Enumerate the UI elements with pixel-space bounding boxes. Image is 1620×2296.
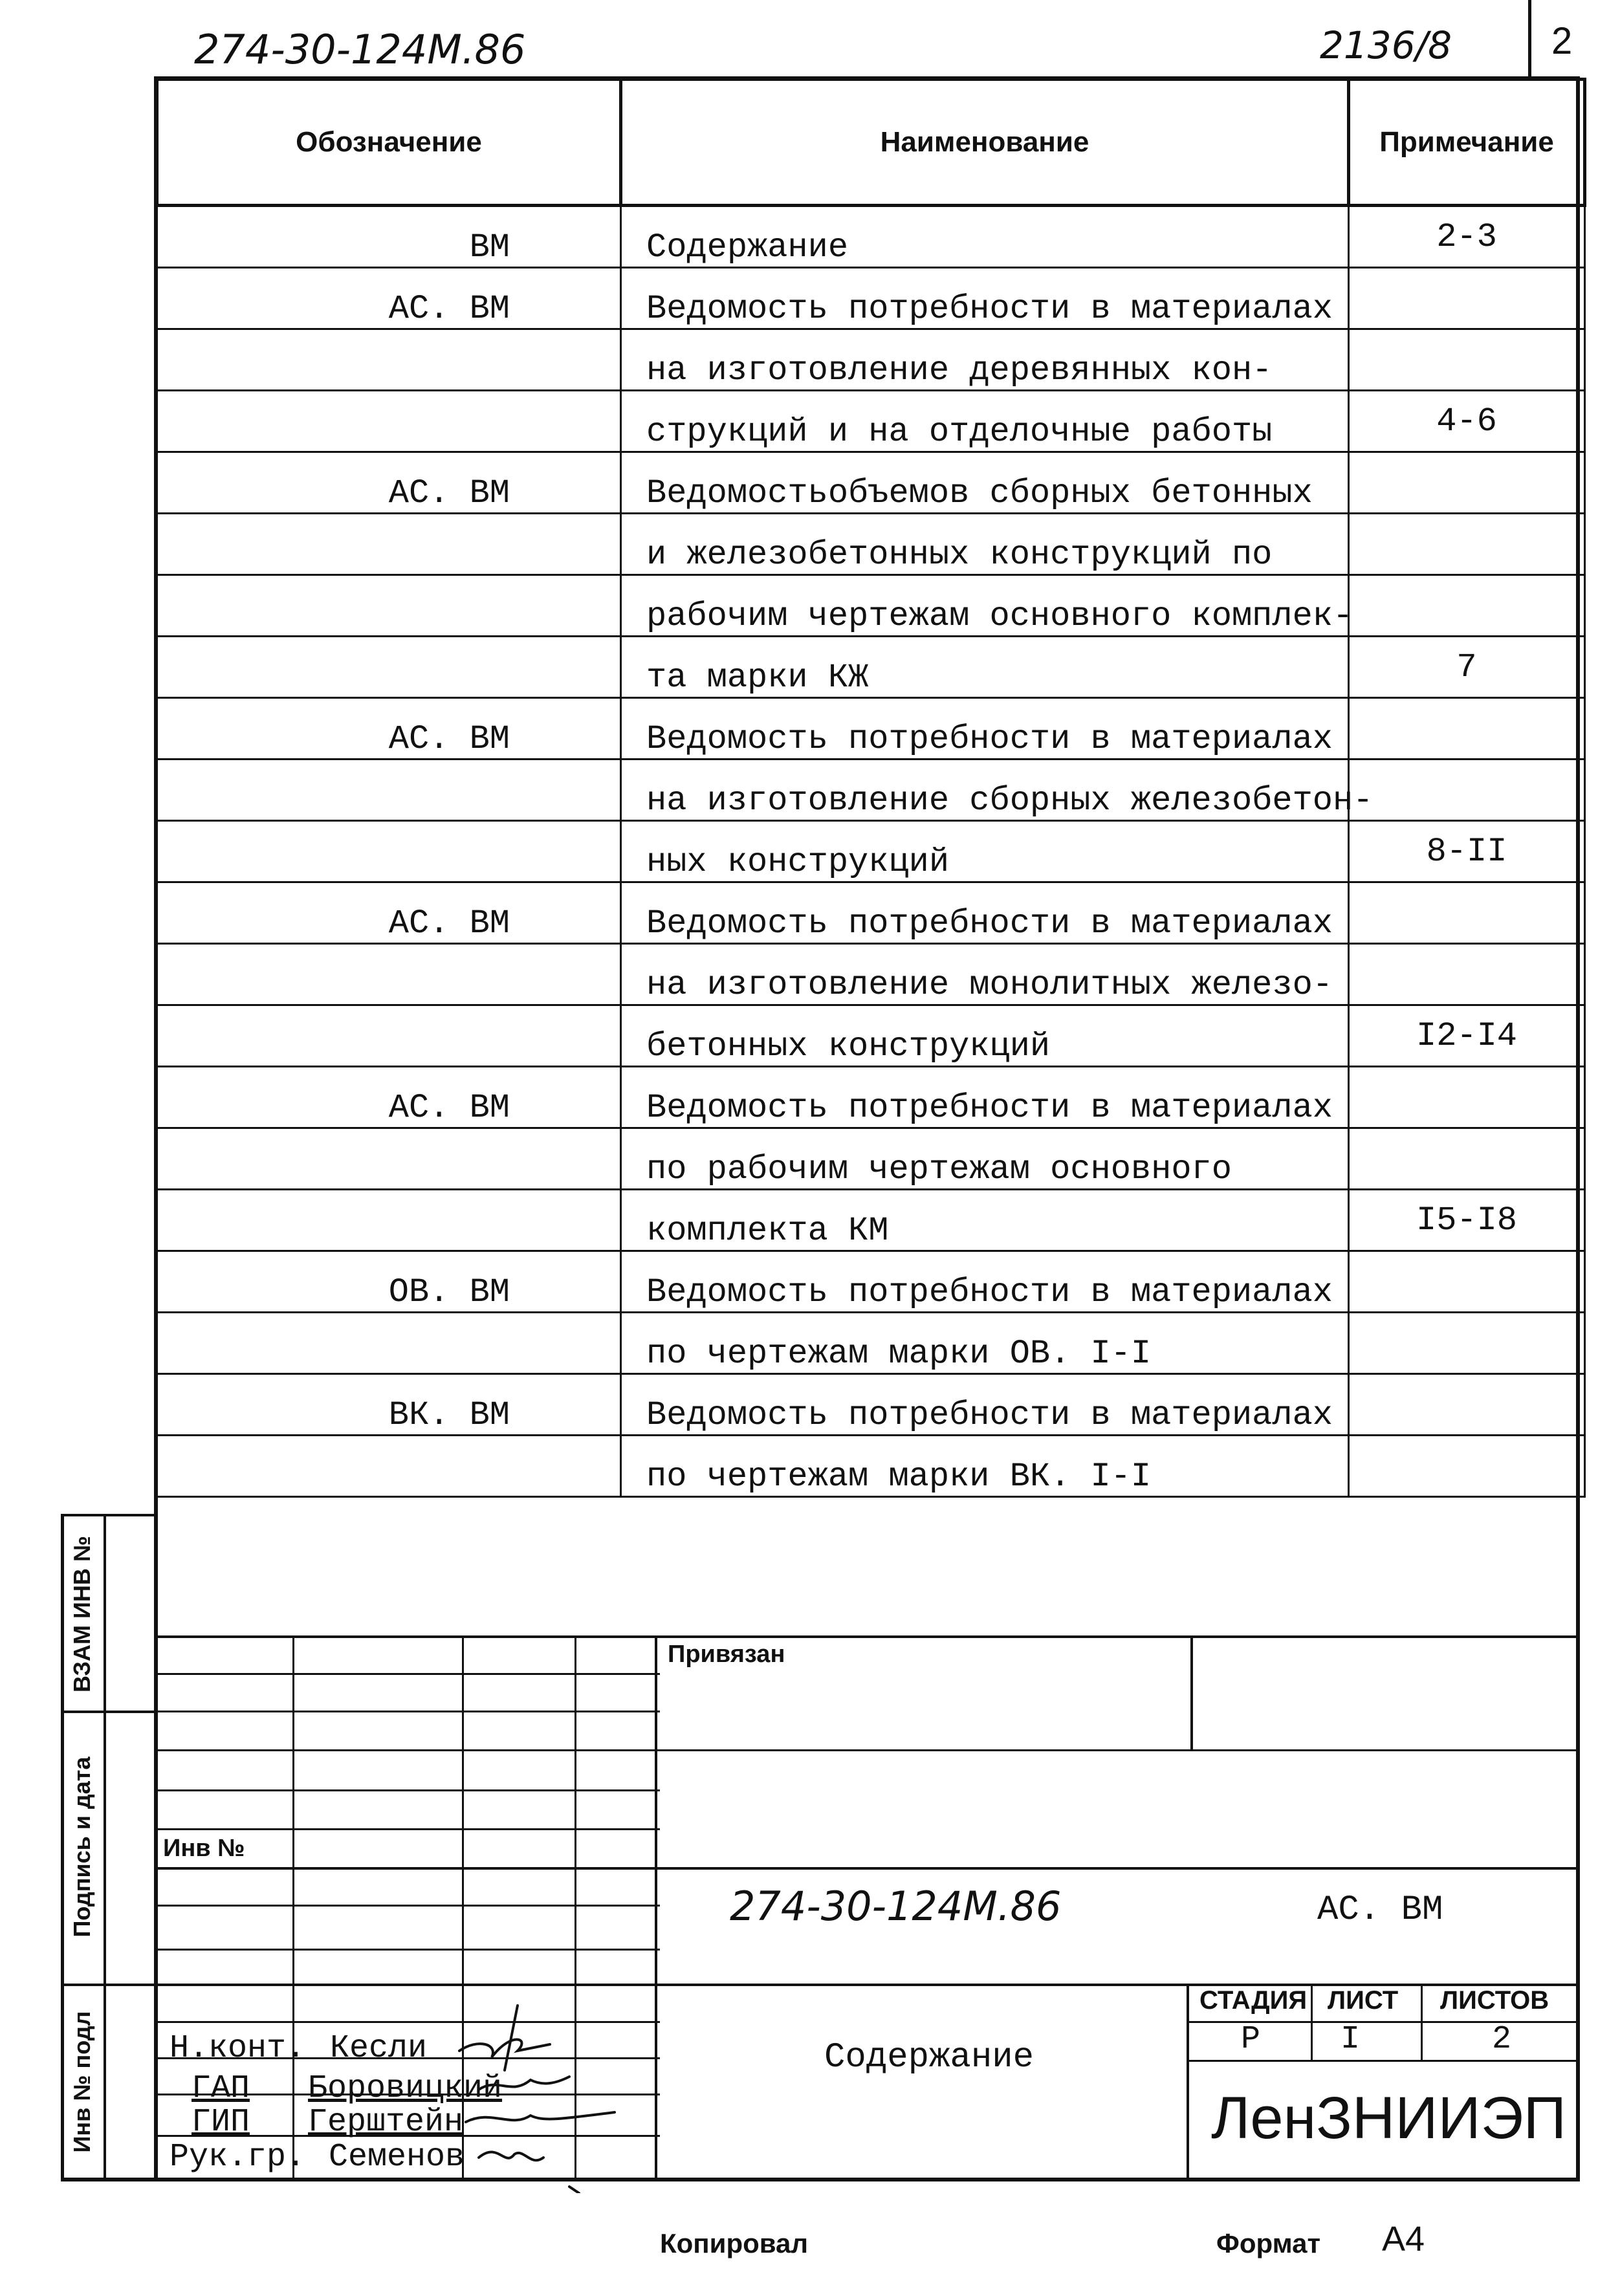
sig-name-gip: Герштейн	[308, 2104, 464, 2141]
stage-label: СТАДИЯ	[1199, 1986, 1308, 2015]
designation-cell	[157, 821, 621, 882]
header-page-number: 2	[1551, 20, 1573, 62]
header-album-number: 2136/8	[1320, 23, 1452, 67]
name-cell: Ведомость потребности в материалах	[621, 882, 1349, 944]
privyazan-label: Привязан	[668, 1641, 785, 1668]
sheets-value: 2	[1492, 2021, 1512, 2058]
note-cell: 2-3	[1349, 206, 1585, 268]
table-row	[157, 637, 1585, 698]
sig-role-nkont: Н.конт.	[170, 2030, 306, 2067]
sig-role-gap: ГАП	[192, 2070, 250, 2107]
name-cell: рабочим чертежам основного комплек-	[621, 575, 1349, 637]
tb-hline-7	[155, 1867, 1579, 1870]
note-cell	[1349, 1128, 1585, 1190]
table-row	[157, 1005, 1585, 1067]
note-cell: 4-6	[1349, 391, 1585, 452]
note-cell	[1349, 514, 1585, 575]
org-name: ЛенЗНИИЭП	[1211, 2085, 1566, 2151]
designation-cell: АС. ВМ	[157, 452, 621, 514]
designation-cell: ВМ	[157, 206, 621, 268]
name-cell: Ведомость потребности в материалах	[621, 1067, 1349, 1128]
tb-hline-9	[155, 1949, 660, 1951]
sheets-label: ЛИСТОВ	[1440, 1986, 1549, 2015]
stage-value: Р	[1241, 2021, 1261, 2058]
table-row	[157, 1067, 1585, 1128]
tb-vline-sheet	[1311, 1984, 1313, 2060]
tb-hline-2	[155, 1673, 660, 1675]
name-cell: Ведомость потребности в материалах	[621, 268, 1349, 329]
side-label-vzam-inv: ВЗАМ ИНВ №	[69, 1535, 95, 1693]
sig-role-rukgr: Рук.гр.	[170, 2139, 306, 2176]
header-name: Наименование	[621, 80, 1349, 206]
table-body	[157, 206, 1585, 1497]
designation-cell	[157, 637, 621, 698]
table-row	[157, 514, 1585, 575]
tb-vline-4	[655, 1635, 657, 2181]
table-row	[157, 329, 1585, 391]
table-row	[157, 452, 1585, 514]
tb-hline-6	[155, 1828, 660, 1830]
table-row	[157, 760, 1585, 821]
table-row	[157, 391, 1585, 452]
note-cell: 7	[1349, 637, 1585, 698]
note-cell	[1349, 944, 1585, 1005]
sheet-label: ЛИСТ	[1328, 1986, 1399, 2015]
name-cell: на изготовление монолитных железо-	[621, 944, 1349, 1005]
designation-cell	[157, 1005, 621, 1067]
designation-cell: АС. ВМ	[157, 882, 621, 944]
signature-scribbles	[453, 1999, 647, 2193]
note-cell	[1349, 760, 1585, 821]
designation-cell	[157, 391, 621, 452]
name-cell: на изготовление сборных железобетон-	[621, 760, 1349, 821]
sheet-title: Содержание	[824, 2038, 1034, 2077]
designation-cell	[157, 1190, 621, 1251]
note-cell	[1349, 1067, 1585, 1128]
name-cell: по чертежам марки ВК. I-I	[621, 1436, 1349, 1497]
designation-cell	[157, 514, 621, 575]
header-note: Примечание	[1349, 80, 1585, 206]
title-doc-mark: АС. ВМ	[1317, 1890, 1443, 1930]
sheet-value: I	[1341, 2021, 1361, 2058]
strip-outer-left	[61, 1514, 64, 2181]
sig-name-gap: Боровицкий	[308, 2070, 503, 2107]
strip-inner-left	[104, 1514, 106, 2181]
side-label-inv-podl: Инв № подл	[69, 2011, 95, 2153]
footer-format-value: А4	[1382, 2220, 1425, 2258]
name-cell: Ведомость потребности в материалах	[621, 1374, 1349, 1436]
table-row	[157, 206, 1585, 268]
name-cell: бетонных конструкций	[621, 1005, 1349, 1067]
table-row	[157, 1374, 1585, 1436]
designation-cell	[157, 944, 621, 1005]
table-row	[157, 882, 1585, 944]
sig-role-gip: ГИП	[192, 2104, 250, 2141]
note-cell: I2-I4	[1349, 1005, 1585, 1067]
table-row	[157, 698, 1585, 760]
strip-top	[61, 1514, 157, 1516]
footer-copied: Копировал	[660, 2228, 809, 2258]
designation-cell: ОВ. ВМ	[157, 1251, 621, 1313]
table-row	[157, 1128, 1585, 1190]
table-row	[157, 1251, 1585, 1313]
designation-cell	[157, 1128, 621, 1190]
name-cell: на изготовление деревянных кон-	[621, 329, 1349, 391]
inv-no-label: Инв №	[163, 1835, 245, 1862]
designation-cell: АС. ВМ	[157, 1067, 621, 1128]
tb-vline-stage	[1187, 1984, 1189, 2181]
note-cell	[1349, 452, 1585, 514]
name-cell: комплекта КМ	[621, 1190, 1349, 1251]
tb-hline-5	[155, 1789, 660, 1791]
name-cell: по рабочим чертежам основного	[621, 1128, 1349, 1190]
name-cell: и железобетонных конструкций по	[621, 514, 1349, 575]
note-cell	[1349, 1313, 1585, 1374]
side-label-podpis-data: Подпись и дата	[69, 1756, 95, 1938]
header-designation: Обозначение	[157, 80, 621, 206]
note-cell: 8-II	[1349, 821, 1585, 882]
table-row	[157, 821, 1585, 882]
page-number-box-left	[1528, 0, 1531, 80]
table-row	[157, 944, 1585, 1005]
designation-cell	[157, 329, 621, 391]
tb-hline-8	[155, 1905, 660, 1907]
strip-sep-1	[61, 1711, 157, 1713]
contents-table	[155, 78, 1586, 1498]
designation-cell	[157, 575, 621, 637]
name-cell: та марки КЖ	[621, 637, 1349, 698]
tb-hline-privyazan	[155, 1635, 1579, 1638]
name-cell: Ведомостьобъемов сборных бетонных	[621, 452, 1349, 514]
note-cell	[1349, 575, 1585, 637]
designation-cell	[157, 760, 621, 821]
designation-cell: АС. ВМ	[157, 698, 621, 760]
table-header-row	[157, 80, 1585, 206]
frame-bottom	[62, 2178, 1580, 2181]
note-cell	[1349, 1436, 1585, 1497]
header-doc-code: 274-30-124М.86	[194, 26, 526, 73]
note-cell	[1349, 1374, 1585, 1436]
table-row	[157, 1190, 1585, 1251]
note-cell	[1349, 882, 1585, 944]
tb-vline-privyazan	[1190, 1635, 1193, 1749]
note-cell: I5-I8	[1349, 1190, 1585, 1251]
name-cell: ных конструкций	[621, 821, 1349, 882]
designation-cell: ВК. ВМ	[157, 1374, 621, 1436]
name-cell: Содержание	[621, 206, 1349, 268]
footer-format-label: Формат	[1216, 2228, 1321, 2258]
designation-cell	[157, 1436, 621, 1497]
title-doc-code: 274-30-124М.86	[730, 1883, 1062, 1930]
note-cell	[1349, 1251, 1585, 1313]
note-cell	[1349, 329, 1585, 391]
table-row	[157, 1313, 1585, 1374]
table-row	[157, 268, 1585, 329]
table-row	[157, 575, 1585, 637]
tb-hline-4	[155, 1749, 1579, 1751]
name-cell: Ведомость потребности в материалах	[621, 1251, 1349, 1313]
tb-vline-1	[292, 1635, 294, 2181]
name-cell: по чертежам марки ОВ. I-I	[621, 1313, 1349, 1374]
strip-sep-2	[61, 1984, 157, 1986]
tb-hline-stage-b	[1187, 2060, 1579, 2062]
sig-name-rukgr: Семенов	[329, 2139, 465, 2176]
tb-hline-3	[155, 1711, 660, 1712]
note-cell	[1349, 268, 1585, 329]
designation-cell	[157, 1313, 621, 1374]
name-cell: Ведомость потребности в материалах	[621, 698, 1349, 760]
table-row	[157, 1436, 1585, 1497]
note-cell	[1349, 698, 1585, 760]
designation-cell: АС. ВМ	[157, 268, 621, 329]
tb-vline-sheets	[1421, 1984, 1423, 2060]
sig-name-nkont: Кесли	[330, 2030, 428, 2067]
name-cell: струкций и на отделочные работы	[621, 391, 1349, 452]
